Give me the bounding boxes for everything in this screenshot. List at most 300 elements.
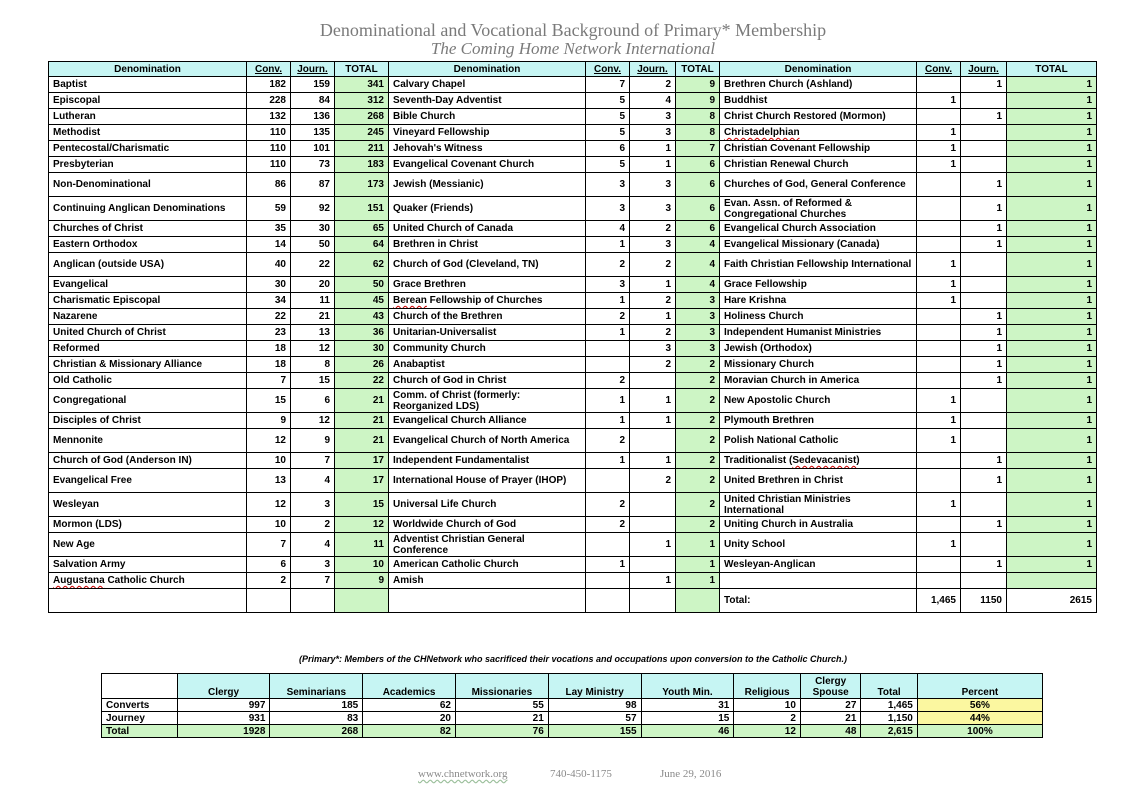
header-conv: Conv. [586, 62, 630, 77]
total-count: 7 [676, 141, 720, 157]
journ-count: 1 [630, 413, 676, 429]
denomination-name: Amish [389, 573, 586, 589]
summary-header: Clergy [177, 674, 270, 699]
conv-count: 1 [917, 429, 961, 453]
summary-header: Total [861, 674, 917, 699]
summary-row [102, 712, 1043, 725]
summary-value: 83 [270, 712, 363, 725]
denomination-name: Jehovah's Witness [389, 141, 586, 157]
journ-count: 1 [961, 469, 1007, 493]
denomination-name: Missionary Church [720, 357, 917, 373]
journ-count: 3 [630, 197, 676, 221]
denomination-name: International House of Prayer (IHOP) [389, 469, 586, 493]
conv-count: 6 [586, 141, 630, 157]
total-count: 2 [676, 453, 720, 469]
journ-count: 1 [961, 221, 1007, 237]
total-count: 45 [335, 293, 389, 309]
total-count: 36 [335, 325, 389, 341]
summary-value: 82 [363, 725, 456, 738]
summary-value: 46 [641, 725, 734, 738]
conv-count: 23 [247, 325, 291, 341]
conv-count: 34 [247, 293, 291, 309]
conv-count: 7 [247, 373, 291, 389]
denomination-name: Salvation Army [49, 557, 247, 573]
table-row [49, 413, 1097, 429]
denomination-name: Evangelical Church Alliance [389, 413, 586, 429]
summary-header-row [102, 674, 1043, 699]
journ-count: 1 [961, 237, 1007, 253]
journ-count: 7 [291, 573, 335, 589]
denomination-name: Grace Brethren [389, 277, 586, 293]
conv-count: 18 [247, 341, 291, 357]
denomination-name: United Christian Ministries International [720, 493, 917, 517]
denomination-name: Methodist [49, 125, 247, 141]
denomination-name: Disciples of Christ [49, 413, 247, 429]
conv-count [586, 341, 630, 357]
summary-value: 2 [734, 712, 801, 725]
total-count: 1 [1007, 157, 1097, 173]
conv-count: 40 [247, 253, 291, 277]
journ-count: 2 [630, 293, 676, 309]
summary-value: 931 [177, 712, 270, 725]
conv-count: 2 [586, 493, 630, 517]
journ-count: 2 [630, 221, 676, 237]
summary-value: 21 [455, 712, 548, 725]
journ-count: 1 [630, 453, 676, 469]
conv-count: 2 [586, 253, 630, 277]
conv-count: 182 [247, 77, 291, 93]
total-count: 3 [676, 325, 720, 341]
journ-count: 1 [961, 77, 1007, 93]
total-count: 21 [335, 413, 389, 429]
denomination-name: United Church of Canada [389, 221, 586, 237]
denomination-name: Congregational [49, 389, 247, 413]
journ-count: 13 [291, 325, 335, 341]
total-count: 2 [676, 357, 720, 373]
total-count: 1 [1007, 221, 1097, 237]
total-count: 62 [335, 253, 389, 277]
denomination-name: Wesleyan [49, 493, 247, 517]
denomination-name: Non-Denominational [49, 173, 247, 197]
total-count: 1 [1007, 93, 1097, 109]
conv-count: 1 [917, 93, 961, 109]
summary-value: 155 [548, 725, 641, 738]
total-count: 1 [1007, 237, 1097, 253]
summary-percent: 44% [917, 712, 1042, 725]
conv-count [917, 341, 961, 357]
denomination-name: Church of God in Christ [389, 373, 586, 389]
conv-count: 15 [247, 389, 291, 413]
total-count: 2 [676, 389, 720, 413]
journ-count: 3 [630, 341, 676, 357]
table-row [49, 93, 1097, 109]
conv-count [917, 221, 961, 237]
denomination-name: Community Church [389, 341, 586, 357]
table-row [49, 341, 1097, 357]
conv-count: 110 [247, 141, 291, 157]
total-count: 1 [1007, 293, 1097, 309]
conv-count [917, 517, 961, 533]
total-count [676, 589, 720, 613]
table-header-row [49, 62, 1097, 77]
conv-count [917, 309, 961, 325]
denomination-name: Christian & Missionary Alliance [49, 357, 247, 373]
denomination-name: Seventh-Day Adventist [389, 93, 586, 109]
denomination-name: Mormon (LDS) [49, 517, 247, 533]
total-count: 1 [1007, 77, 1097, 93]
conv-count: 1 [917, 141, 961, 157]
website-link[interactable]: www.chnetwork.org [418, 768, 508, 780]
header-total: TOTAL [335, 62, 389, 77]
summary-row-label: Journey [102, 712, 178, 725]
summary-header: Lay Ministry [548, 674, 641, 699]
journ-count: 21 [291, 309, 335, 325]
conv-count: 2 [586, 517, 630, 533]
total-count: 17 [335, 469, 389, 493]
summary-value: 55 [455, 699, 548, 712]
total-count: 2 [676, 373, 720, 389]
table-row [49, 173, 1097, 197]
denomination-name: Bible Church [389, 109, 586, 125]
conv-count: 5 [586, 125, 630, 141]
table-row [49, 277, 1097, 293]
table-row [49, 429, 1097, 453]
journ-count: 1 [961, 373, 1007, 389]
denomination-name [720, 125, 917, 141]
total-count: 26 [335, 357, 389, 373]
total-count: 173 [335, 173, 389, 197]
denomination-name: Adventist Christian General Conference [389, 533, 586, 557]
total-count: 2 [676, 469, 720, 493]
header-denomination: Denomination [389, 62, 586, 77]
journ-count [630, 517, 676, 533]
journ-count: 84 [291, 93, 335, 109]
total-count: 1 [1007, 357, 1097, 373]
conv-count: 1 [917, 125, 961, 141]
table-row [49, 469, 1097, 493]
denomination-name: Moravian Church in America [720, 373, 917, 389]
denomination-table [48, 61, 1097, 613]
summary-value: 98 [548, 699, 641, 712]
conv-count: 1 [586, 413, 630, 429]
summary-value: 1928 [177, 725, 270, 738]
table-row [49, 373, 1097, 389]
journ-count: 1 [961, 517, 1007, 533]
conv-count: 1 [917, 493, 961, 517]
summary-value: 20 [363, 712, 456, 725]
total-count: 1 [1007, 109, 1097, 125]
journ-count: 2 [630, 469, 676, 493]
header-conv: Conv. [247, 62, 291, 77]
denomination-name: Hare Krishna [720, 293, 917, 309]
flagged-word: Sedevacanist [792, 455, 857, 466]
journ-count: 12 [291, 341, 335, 357]
journ-count: 4 [630, 93, 676, 109]
denomination-name: Worldwide Church of God [389, 517, 586, 533]
denomination-name: Brethren Church (Ashland) [720, 77, 917, 93]
journ-count [961, 253, 1007, 277]
denomination-name: Calvary Chapel [389, 77, 586, 93]
summary-percent: 100% [917, 725, 1042, 738]
journ-count [630, 429, 676, 453]
journ-count [961, 277, 1007, 293]
total-count: 6 [676, 197, 720, 221]
total-count: 245 [335, 125, 389, 141]
journ-count: 1 [961, 173, 1007, 197]
journ-count: 101 [291, 141, 335, 157]
total-count: 12 [335, 517, 389, 533]
journ-count: 3 [291, 493, 335, 517]
total-count: 2 [676, 517, 720, 533]
conv-count: 35 [247, 221, 291, 237]
total-count: 10 [335, 557, 389, 573]
total-count: 268 [335, 109, 389, 125]
conv-count: 1 [917, 277, 961, 293]
denomination-name: United Brethren in Christ [720, 469, 917, 493]
total-count: 8 [676, 109, 720, 125]
conv-count [917, 197, 961, 221]
conv-count: 2 [586, 309, 630, 325]
conv-count [586, 357, 630, 373]
summary-row [102, 699, 1043, 712]
total-count: 312 [335, 93, 389, 109]
conv-count: 1 [917, 157, 961, 173]
journ-count: 1 [961, 341, 1007, 357]
journ-count: 159 [291, 77, 335, 93]
denomination-name: Christian Covenant Fellowship [720, 141, 917, 157]
table-row [49, 77, 1097, 93]
total-count: 2 [676, 413, 720, 429]
table-row [49, 293, 1097, 309]
journ-count: 3 [630, 237, 676, 253]
total-count: 1 [1007, 173, 1097, 197]
conv-count: 4 [586, 221, 630, 237]
total-count: 6 [676, 221, 720, 237]
denomination-name: Holiness Church [720, 309, 917, 325]
total-count: 9 [676, 93, 720, 109]
denomination-name: American Catholic Church [389, 557, 586, 573]
table-row [49, 237, 1097, 253]
journ-count: 2 [630, 77, 676, 93]
summary-value: 185 [270, 699, 363, 712]
total-count: 1 [1007, 389, 1097, 413]
summary-value: 1,465 [861, 699, 917, 712]
journ-count: 15 [291, 373, 335, 389]
journ-count [961, 125, 1007, 141]
conv-count: 3 [586, 197, 630, 221]
summary-header: Percent [917, 674, 1042, 699]
conv-count: 1 [586, 237, 630, 253]
total-count: 15 [335, 493, 389, 517]
table-row [49, 157, 1097, 173]
conv-count [586, 533, 630, 557]
denomination-name: Charismatic Episcopal [49, 293, 247, 309]
summary-header: Academics [363, 674, 456, 699]
conv-count: 5 [586, 157, 630, 173]
journ-count [961, 413, 1007, 429]
denomination-name: Evangelical Church of North America [389, 429, 586, 453]
journ-count: 92 [291, 197, 335, 221]
conv-count: 9 [247, 413, 291, 429]
denomination-name: Traditionalist (Sedevacanist) [720, 453, 917, 469]
conv-count: 86 [247, 173, 291, 197]
total-count: 1 [1007, 277, 1097, 293]
journ-count: 1 [630, 573, 676, 589]
conv-count [586, 589, 630, 613]
total-count: 183 [335, 157, 389, 173]
summary-header: Missionaries [455, 674, 548, 699]
denomination-name: Reformed [49, 341, 247, 357]
denomination-name: Unity School [720, 533, 917, 557]
denomination-name: Church of God (Anderson IN) [49, 453, 247, 469]
journ-count: 1 [961, 557, 1007, 573]
summary-value: 2,615 [861, 725, 917, 738]
journ-count [961, 533, 1007, 557]
table-row [49, 357, 1097, 373]
total-count: 17 [335, 453, 389, 469]
journ-count [961, 157, 1007, 173]
table-row [49, 389, 1097, 413]
denomination-name: Universal Life Church [389, 493, 586, 517]
denomination-name: Buddhist [720, 93, 917, 109]
journ-count: 1 [961, 453, 1007, 469]
denomination-name: Christian Renewal Church [720, 157, 917, 173]
journ-count: 1 [630, 141, 676, 157]
conv-count: 10 [247, 517, 291, 533]
journ-count: 2 [291, 517, 335, 533]
conv-count [586, 469, 630, 493]
total-count: 1 [1007, 341, 1097, 357]
total-count: 4 [676, 253, 720, 277]
conv-count: 1 [917, 253, 961, 277]
journ-count [630, 589, 676, 613]
total-count: 1 [1007, 309, 1097, 325]
denomination-name [720, 573, 917, 589]
denomination-name: Nazarene [49, 309, 247, 325]
conv-count [917, 109, 961, 125]
total-count: 4 [676, 277, 720, 293]
summary-row [102, 725, 1043, 738]
journ-count: 1 [630, 157, 676, 173]
conv-count: 110 [247, 157, 291, 173]
denomination-name: Eastern Orthodox [49, 237, 247, 253]
denomination-name: Jewish (Messianic) [389, 173, 586, 197]
journ-count: 7 [291, 453, 335, 469]
table-row [49, 197, 1097, 221]
journ-count: 135 [291, 125, 335, 141]
conv-count: 7 [247, 533, 291, 557]
denomination-name [49, 589, 247, 613]
total-count: 1 [1007, 141, 1097, 157]
vocation-summary-table [101, 673, 1043, 738]
journ-count: 50 [291, 237, 335, 253]
denomination-name: Jewish (Orthodox) [720, 341, 917, 357]
total-count: 1 [1007, 429, 1097, 453]
summary-value: 997 [177, 699, 270, 712]
total-count: 211 [335, 141, 389, 157]
journ-count: 4 [291, 533, 335, 557]
conv-count [917, 237, 961, 253]
conv-count: 132 [247, 109, 291, 125]
total-count: 1 [1007, 197, 1097, 221]
conv-count: 1 [917, 413, 961, 429]
total-count: 11 [335, 533, 389, 557]
denomination-name: Total: [720, 589, 917, 613]
denomination-name: Baptist [49, 77, 247, 93]
total-count: 341 [335, 77, 389, 93]
summary-row-label: Total [102, 725, 178, 738]
journ-count: 1150 [961, 589, 1007, 613]
journ-count [961, 141, 1007, 157]
journ-count [961, 573, 1007, 589]
total-count: 65 [335, 221, 389, 237]
denomination-name: Episcopal [49, 93, 247, 109]
conv-count: 5 [586, 109, 630, 125]
table-row [49, 253, 1097, 277]
phone-number: 740-450-1175 [550, 768, 612, 780]
denomination-name: Old Catholic [49, 373, 247, 389]
conv-count: 22 [247, 309, 291, 325]
document-date: June 29, 2016 [660, 768, 722, 780]
conv-count: 12 [247, 429, 291, 453]
denomination-name: Evangelical Church Association [720, 221, 917, 237]
conv-count [917, 453, 961, 469]
conv-count: 13 [247, 469, 291, 493]
total-count [335, 589, 389, 613]
total-count: 4 [676, 237, 720, 253]
conv-count [917, 573, 961, 589]
denomination-name: Vineyard Fellowship [389, 125, 586, 141]
conv-count: 2 [586, 429, 630, 453]
total-count: 9 [676, 77, 720, 93]
denomination-name [389, 589, 586, 613]
summary-value: 10 [734, 699, 801, 712]
journ-count: 20 [291, 277, 335, 293]
denomination-name: Augustana Catholic Church [49, 573, 247, 589]
conv-count: 1 [586, 557, 630, 573]
conv-count: 3 [586, 277, 630, 293]
flagged-word: Christadelphian [724, 127, 800, 138]
denomination-name: Faith Christian Fellowship International [720, 253, 917, 277]
summary-value: 76 [455, 725, 548, 738]
flagged-word: Berean [393, 295, 427, 306]
summary-header: Religious [734, 674, 801, 699]
journ-count: 87 [291, 173, 335, 197]
journ-count: 6 [291, 389, 335, 413]
summary-value: 12 [734, 725, 801, 738]
total-count: 3 [676, 341, 720, 357]
denomination-name: Independent Fundamentalist [389, 453, 586, 469]
journ-count [961, 493, 1007, 517]
table-row [49, 493, 1097, 517]
denomination-name: Plymouth Brethren [720, 413, 917, 429]
total-count: 6 [676, 157, 720, 173]
conv-count [917, 173, 961, 197]
denomination-name: Quaker (Friends) [389, 197, 586, 221]
conv-count: 1 [586, 325, 630, 341]
journ-count [961, 293, 1007, 309]
summary-row-label: Converts [102, 699, 178, 712]
total-count: 1 [1007, 125, 1097, 141]
conv-count: 2 [247, 573, 291, 589]
conv-count: 228 [247, 93, 291, 109]
conv-count: 2 [586, 373, 630, 389]
table-row [49, 125, 1097, 141]
denomination-name: Anglican (outside USA) [49, 253, 247, 277]
journ-count [291, 589, 335, 613]
denomination-name: Evangelical Covenant Church [389, 157, 586, 173]
table-row [49, 533, 1097, 557]
